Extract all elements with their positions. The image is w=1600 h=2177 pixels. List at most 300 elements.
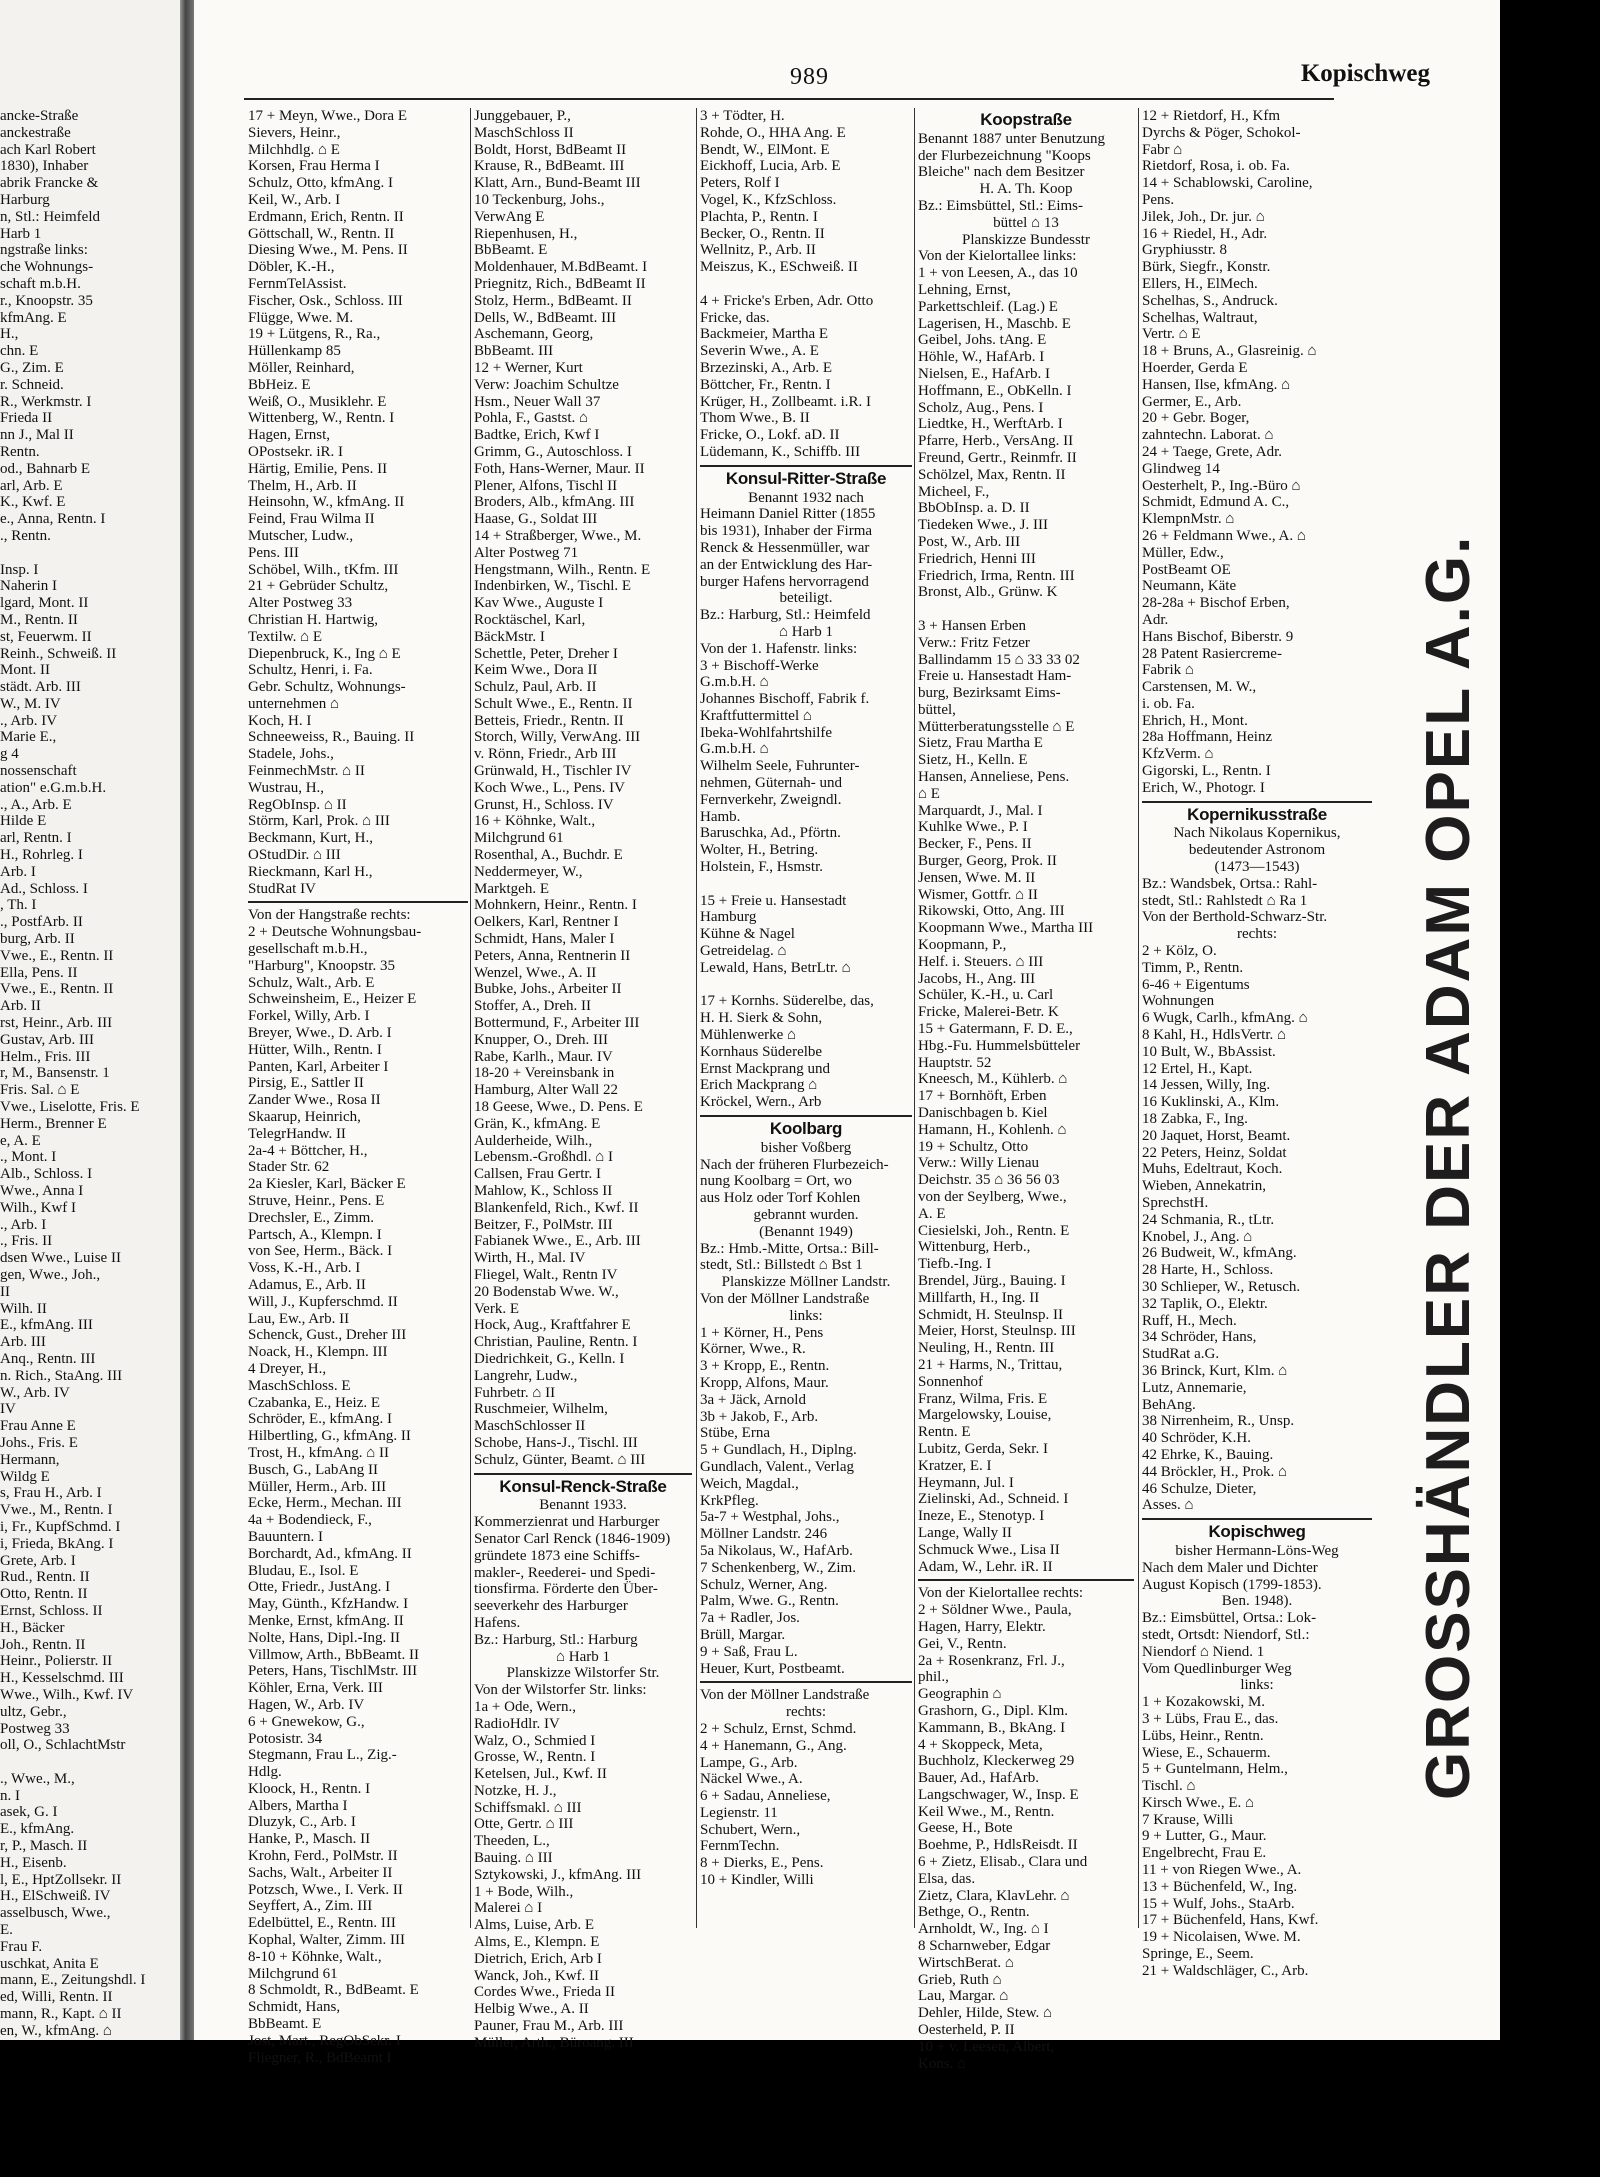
directory-entry: Wieben, Annekatrin, — [1142, 1178, 1266, 1195]
directory-entry: Micheel, F., — [918, 483, 990, 500]
directory-entry: Verw.: Fritz Fetzer — [918, 634, 1030, 651]
directory-entry: Borchardt, Ad., kfmAng. II — [248, 1545, 412, 1562]
directory-entry: nung Koolbarg = Ort, wo — [700, 1173, 852, 1190]
directory-entry: Fischer, Osk., Schloss. III — [248, 292, 403, 309]
directory-entry: 2a-4 + Böttcher, H., — [248, 1142, 368, 1159]
directory-entry: Näckel Wwe., A. — [700, 1771, 803, 1788]
directory-entry: 21 + Waldschläger, C., Arb. — [1142, 1962, 1309, 1979]
directory-entry: 3 + Bischoff-Werke — [700, 657, 819, 674]
directory-entry: Bottermund, F., Arbeiter III — [474, 1015, 640, 1032]
directory-entry: Vom Quedlinburger Weg — [1142, 1660, 1292, 1677]
directory-entry: Schneeweiss, R., Bauing. II — [248, 729, 415, 746]
directory-entry: r, M., Bansenstr. 1 — [0, 1065, 110, 1082]
directory-entry: schaft m.b.H. — [0, 275, 81, 292]
directory-entry: Arb. I — [0, 863, 36, 880]
street-heading: Konsul-Renck-Straße — [499, 1476, 667, 1496]
directory-column-2 — [474, 108, 692, 2051]
directory-entry: Nach der früheren Flurbezeich- — [700, 1156, 889, 1173]
directory-entry: Hilbertling, G., kfmAng. II — [248, 1428, 411, 1445]
directory-entry: 6 + Sadau, Anneliese, — [700, 1788, 831, 1805]
directory-entry: G., Zim. E — [0, 359, 64, 376]
directory-entry: Palm, Wwe. G., Rentn. — [700, 1593, 839, 1610]
directory-entry: FernmTechn. — [700, 1838, 780, 1855]
directory-entry: Vertr. ⌂ E — [1142, 326, 1201, 343]
directory-entry: Höhle, W., HafArb. I — [918, 349, 1045, 366]
directory-entry: Danischbagen b. Kiel — [918, 1105, 1048, 1122]
directory-entry: Jost, Mart., RegObSekr. I — [248, 2032, 401, 2049]
directory-entry: Hagen, Harry, Elektr. — [918, 1618, 1046, 1635]
directory-entry: Ad., Schloss. I — [0, 880, 88, 897]
directory-entry: Wolter, H., Betring. — [700, 842, 819, 859]
directory-entry: od., Bahnarb E — [0, 460, 90, 477]
directory-entry: Geographin ⌂ — [918, 1686, 1002, 1703]
directory-entry: Lagerisen, H., Maschb. E — [918, 315, 1071, 332]
directory-entry: Verk. E — [474, 1300, 519, 1317]
directory-entry: MaschSchlosser II — [474, 1418, 586, 1435]
directory-entry: H., Bäcker — [0, 1619, 65, 1636]
directory-entry: Villmow, Arth., BbBeamt. II — [248, 1646, 420, 1663]
directory-entry: Moldenhauer, M.BdBeamt. I — [474, 259, 648, 276]
directory-entry: Christian H. Hartwig, — [248, 611, 378, 628]
directory-entry: Callsen, Frau Gertr. I — [474, 1166, 602, 1183]
directory-entry: Elsa, das. — [918, 1870, 976, 1887]
directory-entry: Noack, H., Klempn. III — [248, 1344, 388, 1361]
directory-entry: arl, Arb. E — [0, 477, 63, 494]
directory-entry: 4 + Fricke's Erben, Adr. Otto — [700, 292, 874, 309]
directory-entry: Fliegel, Walt., Rentn IV — [474, 1266, 618, 1283]
directory-entry: BbBeamt. E — [474, 242, 548, 259]
directory-entry: Naherin I — [0, 578, 58, 595]
directory-entry: Von der Kielortallee links: — [918, 248, 1077, 265]
directory-entry: 17 + Büchenfeld, Hans, Kwf. — [1142, 1912, 1319, 1929]
directory-entry: 17 + Kornhs. Süderelbe, das, — [700, 993, 874, 1010]
directory-entry: K., Kwf. E — [0, 494, 66, 511]
directory-entry: Gei, V., Rentn. — [918, 1635, 1007, 1652]
directory-column-1 — [248, 108, 468, 2066]
directory-entry: Bz.: Wandsbek, Ortsa.: Rahl- — [1142, 875, 1318, 892]
directory-entry: Helbig Wwe., A. II — [474, 2001, 589, 2018]
directory-entry: 17 + Bornhöft, Erben — [918, 1088, 1047, 1105]
directory-entry: Sachs, Walt., Arbeiter II — [248, 1864, 393, 1881]
directory-entry: Nach dem Maler und Dichter — [1142, 1559, 1318, 1576]
directory-entry: Will, J., Kupferschmd. II — [248, 1293, 398, 1310]
directory-entry: Stadele, Johs., — [248, 746, 334, 763]
directory-entry: 16 + Köhnke, Walt., — [474, 813, 596, 830]
directory-entry: Sietz, Frau Martha E — [918, 735, 1043, 752]
column-divider — [470, 108, 471, 1928]
directory-entry: Edelbüttel, E., Rentn. III — [248, 1915, 396, 1932]
directory-entry: Glindweg 14 — [1142, 460, 1220, 477]
directory-entry: Mutscher, Ludw., — [248, 527, 354, 544]
directory-entry: Wwe., Wilh., Kwf. IV — [0, 1686, 134, 1703]
directory-entry: Asses. ⌂ — [1142, 1497, 1194, 1514]
directory-entry: Marie E., — [0, 729, 57, 746]
directory-entry: Breyer, Wwe., D. Arb. I — [248, 1025, 392, 1042]
directory-entry: E., kfmAng. III — [0, 1317, 93, 1334]
directory-entry: RadioHdlr. IV — [474, 1715, 560, 1732]
directory-entry: Skaarup, Heinrich, — [248, 1109, 361, 1126]
directory-entry: Benannt 1933. — [539, 1497, 627, 1514]
directory-entry: Holstein, F., Hsmstr. — [700, 859, 823, 876]
directory-entry: Wismer, Gottfr. ⌂ II — [918, 886, 1038, 903]
directory-entry: Baruschka, Ad., Pförtn. — [700, 825, 841, 842]
directory-entry: en, W., kfmAng. ⌂ — [0, 2022, 112, 2039]
directory-entry: Hafens. — [474, 1614, 521, 1631]
directory-entry: Planskizze Bundesstr — [962, 231, 1090, 248]
directory-entry: Heuer, Kurt, Postbeamt. — [700, 1660, 845, 1677]
directory-entry: Langrehr, Ludw., — [474, 1367, 578, 1384]
directory-entry: Oelkers, Karl, Rentner I — [474, 914, 619, 931]
directory-entry: Heinsohn, W., kfmAng. II — [248, 494, 405, 511]
directory-entry: Ketelsen, Jul., Kwf. II — [474, 1766, 607, 1783]
directory-entry: Körner, Wwe., R. — [700, 1341, 806, 1358]
directory-entry: Forkel, Willy, Arb. I — [248, 1008, 370, 1025]
page-number: 989 — [790, 64, 829, 90]
directory-entry: Keil Wwe., M., Rentn. — [918, 1803, 1055, 1820]
directory-entry: Fernverkehr, Zweigndl. — [700, 791, 842, 808]
directory-entry: Parkettschleif. (Lag.) E — [918, 298, 1058, 315]
directory-entry: 2 + Söldner Wwe., Paula, — [918, 1602, 1072, 1619]
directory-entry: Textilw. ⌂ E — [248, 628, 323, 645]
directory-entry: Fricke, das. — [700, 309, 770, 326]
directory-entry: Verw.: Willy Lienau — [918, 1155, 1040, 1172]
directory-entry: Hsm., Neuer Wall 37 — [474, 393, 601, 410]
directory-entry: Alb., Schloss. I — [0, 1166, 93, 1183]
directory-entry: 19 + Nicolaisen, Wwe. M. — [1142, 1929, 1301, 1946]
directory-entry: Milchgrund 61 — [474, 830, 564, 847]
directory-entry: Frieda II — [0, 410, 53, 427]
directory-entry: Cordes Wwe., Frieda II — [474, 1984, 615, 2001]
directory-entry: IV — [0, 1401, 16, 1418]
directory-entry: Gundlach, Valent., Verlag — [700, 1458, 854, 1475]
directory-entry: Fliegner, R., BdBeamt I — [248, 2049, 392, 2066]
directory-entry: H. A. Th. Koop — [979, 181, 1073, 198]
directory-entry: Grete, Arb. I — [0, 1552, 76, 1569]
directory-entry: Jilek, Joh., Dr. jur. ⌂ — [1142, 208, 1265, 225]
directory-entry: Struve, Heinr., Pens. E — [248, 1193, 385, 1209]
directory-entry: KfzVerm. ⌂ — [1142, 746, 1214, 763]
directory-entry: (1473—1543) — [1214, 859, 1300, 876]
directory-entry: Lau, Ew., Arb. II — [248, 1310, 350, 1327]
directory-entry: Pfarre, Herb., VersAng. II — [918, 433, 1074, 450]
directory-entry: Von der Kielortallee rechts: — [918, 1585, 1084, 1602]
directory-entry: Schulz, Paul, Arb. II — [474, 679, 597, 696]
directory-entry: Planskizze Wilstorfer Str. — [506, 1665, 660, 1682]
directory-entry: Göttschall, W., Rentn. II — [248, 225, 395, 242]
directory-entry: Anq., Rentn. III — [0, 1350, 96, 1367]
directory-entry: 9 + Saß, Frau L. — [700, 1643, 798, 1660]
directory-entry: Pens. III — [248, 544, 299, 561]
directory-entry: gen, Wwe., Joh., — [0, 1266, 101, 1283]
directory-entry: Sievers, Heinr., — [248, 124, 341, 141]
directory-entry: 10 + v. Leesen, Albert, — [918, 2038, 1055, 2055]
directory-entry: Rentn. E — [918, 1424, 971, 1441]
directory-entry: 4a + Bodendieck, F., — [248, 1512, 372, 1529]
directory-entry: VerwAng E — [474, 208, 545, 225]
directory-entry: Fabianek Wwe., E., Arb. III — [474, 1233, 641, 1250]
directory-entry: bisher Voßberg — [760, 1139, 852, 1156]
directory-entry — [0, 1754, 176, 1771]
directory-entry: 12 + Rietdorf, H., Kfm — [1142, 108, 1281, 124]
directory-entry: Krohn, Ferd., PolMstr. II — [248, 1848, 398, 1865]
directory-entry — [918, 601, 1134, 618]
directory-entry: nossenschaft — [0, 763, 77, 780]
directory-entry: Alter Postweg 33 — [248, 595, 353, 612]
directory-entry: Engelbrecht, Frau E. — [1142, 1845, 1267, 1862]
directory-entry: (Benannt 1949) — [759, 1223, 853, 1240]
directory-entry: Plachta, P., Rentn. I — [700, 208, 818, 225]
directory-entry: Lewald, Hans, BetrLtr. ⌂ — [700, 959, 851, 976]
directory-entry: H. H. Sierk & Sohn, — [700, 1010, 823, 1027]
directory-entry: Gigorski, L., Rentn. I — [1142, 763, 1271, 780]
directory-entry: 10 Teckenburg, Johs., — [474, 191, 605, 208]
directory-entry: Adr. — [1142, 611, 1169, 628]
directory-entry: Boldt, Horst, BdBeamt II — [474, 141, 627, 158]
directory-entry: BäckMstr. I — [474, 628, 545, 645]
running-head: Kopischweg — [1300, 60, 1430, 87]
directory-entry: Vwe., M., Rentn. I — [0, 1502, 113, 1519]
directory-entry: StudRat IV — [248, 880, 316, 897]
directory-entry: Malerei ⌂ I — [474, 1900, 543, 1917]
directory-entry: Theeden, L., — [474, 1833, 550, 1850]
directory-entry: Kratzer, E. I — [918, 1457, 992, 1474]
directory-entry: 1a + Ode, Wern., — [474, 1698, 576, 1715]
directory-entry: Thom Wwe., B. II — [700, 410, 810, 427]
directory-entry: 4 + Skoppeck, Meta, — [918, 1736, 1043, 1753]
directory-entry: 32 Taplik, O., Elektr. — [1142, 1295, 1268, 1312]
directory-entry: 15 + Freie u. Hansestadt — [700, 892, 847, 909]
directory-entry: Fabr ⌂ — [1142, 141, 1183, 158]
directory-entry: Partsch, A., Klempn. I — [248, 1226, 382, 1243]
edge-stamp-text: GROSSHÄNDLER DER ADAM OPEL A.G. — [1414, 534, 1483, 1800]
directory-entry: bis 1931), Inhaber der Firma — [700, 523, 873, 540]
directory-entry: Kirsch Wwe., E. ⌂ — [1142, 1794, 1255, 1811]
column-divider — [696, 108, 697, 1928]
directory-entry: Otto, Rentn. II — [0, 1586, 88, 1603]
directory-entry: 1830), Inhaber — [0, 158, 89, 175]
directory-entry: Hamburg, Alter Wall 22 — [474, 1082, 619, 1099]
directory-entry: 21 + Harms, N., Trittau, — [918, 1356, 1063, 1373]
directory-entry: 24 Schmania, R., tLtr. — [1142, 1211, 1275, 1228]
directory-entry: 38 Nirrenheim, R., Unsp. — [1142, 1413, 1295, 1430]
directory-entry: Feind, Frau Wilma II — [248, 511, 375, 528]
directory-entry: Erich Mackprang ⌂ — [700, 1077, 818, 1094]
directory-entry: 1 + von Leesen, A., das 10 — [918, 265, 1078, 282]
directory-entry: Von der Wilstorfer Str. links: — [474, 1682, 647, 1699]
directory-entry: makler-, Reederei- und Spedi- — [474, 1564, 656, 1581]
directory-entry: phil., — [918, 1669, 949, 1686]
directory-entry: Kammann, B., BkAng. I — [918, 1719, 1066, 1736]
directory-column-4 — [918, 108, 1134, 2072]
directory-entry: ., Arb. IV — [0, 712, 58, 729]
directory-entry: 12 Ertel, H., Kapt. — [1142, 1060, 1253, 1077]
directory-entry: Storch, Willy, VerwAng. III — [474, 729, 641, 746]
directory-entry: Buchholz, Kleckerweg 29 — [918, 1753, 1075, 1770]
directory-entry: 1 + Bode, Wilh., — [474, 1883, 574, 1900]
directory-entry: Erdmann, Erich, Rentn. II — [248, 208, 404, 225]
directory-entry: Senator Carl Renck (1846-1909) — [474, 1530, 671, 1547]
directory-entry: 26 + Feldmann Wwe., A. ⌂ — [1142, 527, 1306, 544]
directory-entry: Pauner, Frau M., Arb. III — [474, 2018, 624, 2035]
directory-entry: Badtke, Erich, Kwf I — [474, 427, 600, 444]
directory-entry: Kommerzienrat und Harburger — [474, 1514, 660, 1531]
directory-entry: Wildg E — [0, 1468, 50, 1485]
directory-entry: Wilh. II — [0, 1300, 47, 1317]
directory-entry: Heimann Daniel Ritter (1855 — [700, 506, 876, 523]
directory-entry: ., Fris. II — [0, 1233, 53, 1250]
directory-entry: nn J., Mal II — [0, 427, 74, 444]
directory-entry: Ruschmeier, Wilhelm, — [474, 1401, 608, 1418]
directory-entry: Marktgeh. E — [474, 880, 549, 897]
directory-entry: lgard, Mont. II — [0, 595, 89, 612]
directory-entry: ancke-Straße — [0, 108, 79, 124]
directory-entry — [700, 276, 912, 293]
directory-entry: mann, E., Zeitungshdl. I — [0, 1972, 146, 1989]
directory-entry: 28 Harte, H., Schloss. — [1142, 1262, 1274, 1279]
directory-entry: Christian, Pauline, Rentn. I — [474, 1334, 638, 1351]
directory-entry: II — [0, 1283, 10, 1300]
directory-entry: Alms, E., Klempn. E — [474, 1934, 600, 1951]
directory-entry: Keim Wwe., Dora II — [474, 662, 598, 679]
directory-entry: Diedrichkeit, G., Kelln. I — [474, 1350, 625, 1367]
directory-entry: Bz.: Eimsbüttel, Ortsa.: Lok- — [1142, 1610, 1317, 1627]
directory-entry: Ellers, H., ElMech. — [1142, 275, 1258, 292]
directory-entry: Neuling, H., Rentn. III — [918, 1340, 1055, 1357]
directory-entry: l, E., HptZollsekr. II — [0, 1871, 122, 1888]
directory-entry: Riepenhusen, H., — [474, 225, 578, 242]
directory-entry: MaschSchloss. E — [248, 1377, 351, 1394]
directory-entry: Hansen, Ilse, kfmAng. ⌂ — [1142, 376, 1291, 393]
directory-entry: Ballindamm 15 ⌂ 33 33 02 — [918, 651, 1080, 668]
directory-entry: Stolz, Herm., BdBeamt. II — [474, 292, 632, 309]
directory-entry: links: — [789, 1307, 823, 1324]
directory-entry: Broders, Alb., kfmAng. III — [474, 494, 635, 511]
directory-entry: Frau F. — [0, 1938, 43, 1955]
directory-entry: Drechsler, E., Zimm. — [248, 1209, 375, 1226]
directory-entry: Ineze, E., Stenotyp. I — [918, 1508, 1045, 1525]
directory-entry: 12 + Werner, Kurt — [474, 359, 583, 376]
directory-entry: tionsfirma. Förderte den Über- — [474, 1581, 658, 1598]
directory-entry: Hauptstr. 52 — [918, 1054, 992, 1071]
directory-entry: zahntechn. Laborat. ⌂ — [1142, 427, 1274, 444]
directory-entry: Aulderheide, Wilh., — [474, 1132, 593, 1149]
directory-entry: Freund, Gertr., Reinmfr. II — [918, 449, 1077, 466]
directory-entry: Vwe., Liselotte, Fris. E — [0, 1099, 140, 1116]
directory-entry: Schröder, E., kfmAng. I — [248, 1411, 392, 1428]
directory-entry: Marquardt, J., Mal. I — [918, 802, 1043, 819]
directory-entry: Rosenthal, A., Buchdr. E — [474, 847, 623, 864]
directory-entry: Hütter, Wilh., Rentn. I — [248, 1041, 382, 1058]
directory-entry: Koopmann, P., — [918, 937, 1007, 954]
directory-entry: Dluzyk, C., Arb. I — [248, 1814, 356, 1831]
directory-entry: H., Rohrleg. I — [0, 847, 83, 864]
directory-entry: Thelm, H., Arb. II — [248, 477, 357, 494]
directory-entry: Schulz, Walt., Arb. E — [248, 974, 375, 991]
directory-entry: asek, G. I — [0, 1804, 58, 1821]
directory-entry: Junggebauer, P., — [474, 108, 571, 124]
directory-entry: Grosse, W., Rentn. I — [474, 1749, 596, 1766]
directory-entry: 8 Scharnweber, Edgar — [918, 1938, 1051, 1955]
directory-entry: Müller, Edw., — [1142, 544, 1224, 561]
directory-entry: Fuhrbetr. ⌂ II — [474, 1384, 556, 1401]
directory-entry: 3 + Hansen Erben — [918, 617, 1027, 634]
directory-entry: Kornhaus Süderelbe — [700, 1043, 823, 1060]
directory-entry: BbObInsp. a. D. II — [918, 500, 1030, 517]
directory-entry: Herm., Brenner E — [0, 1115, 107, 1132]
directory-entry: BbBeamt. III — [474, 343, 554, 360]
directory-entry: Hock, Aug., Kraftfahrer E — [474, 1317, 631, 1334]
directory-entry: Rud., Rentn. II — [0, 1569, 90, 1586]
directory-entry: E. — [0, 1922, 13, 1939]
directory-entry: Hilde E — [0, 813, 47, 830]
directory-entry: 24 + Taege, Grete, Adr. — [1142, 443, 1283, 460]
section-rule — [1142, 801, 1372, 803]
directory-entry: Tiedeken Wwe., J. III — [918, 517, 1048, 534]
directory-entry: 17 + Meyn, Wwe., Dora E — [248, 108, 407, 124]
directory-entry: Bubke, Johs., Arbeiter II — [474, 981, 622, 998]
directory-entry: Kühne & Nagel — [700, 926, 795, 943]
directory-entry: Mahlow, K., Schloss II — [474, 1183, 613, 1199]
directory-entry: Millfarth, H., Ing. II — [918, 1289, 1040, 1306]
directory-entry: Lübs, Heinr., Rentn. — [1142, 1727, 1264, 1744]
directory-entry: 1 + Körner, H., Pens — [700, 1324, 824, 1341]
directory-entry: 15 + Gatermann, F. D. E., — [918, 1021, 1073, 1038]
directory-entry: Lüdemann, K., Schiffb. III — [700, 443, 861, 460]
directory-entry: Benannt 1887 unter Benutzung — [918, 130, 1106, 147]
directory-entry: i, Frieda, BkAng. I — [0, 1535, 114, 1552]
directory-entry: 28a Hoffmann, Heinz — [1142, 729, 1273, 746]
directory-entry: ultz, Gebr., — [0, 1703, 67, 1720]
directory-entry: Vwe., E., Rentn. II — [0, 947, 114, 964]
directory-entry: stedt, Stl.: Rahlstedt ⌂ Ra 1 — [1142, 892, 1308, 909]
directory-entry: "Harburg", Knoopstr. 35 — [248, 957, 395, 974]
directory-entry: Schulz, Günter, Beamt. ⌂ III — [474, 1451, 646, 1468]
directory-entry: 7 Krause, Willi — [1142, 1811, 1234, 1828]
directory-entry: Hermann, — [0, 1451, 60, 1468]
directory-entry: PostBeamt OE — [1142, 561, 1231, 578]
directory-entry: Oesterhelt, P., Ing.-Büro ⌂ — [1142, 477, 1301, 494]
directory-entry: Schenck, Gust., Dreher III — [248, 1327, 407, 1344]
directory-entry: Bronst, Alb., Grünw. K — [918, 584, 1058, 601]
directory-entry: Ecke, Herm., Mechan. III — [248, 1495, 402, 1512]
directory-entry: rechts: — [786, 1704, 826, 1721]
directory-entry: August Kopisch (1799-1853). — [1142, 1576, 1322, 1593]
directory-entry: ., Wwe., M., — [0, 1770, 75, 1787]
directory-entry: Kons. ⌂ — [918, 2055, 967, 2072]
directory-entry: Dietrich, Erich, Arb I — [474, 1950, 602, 1967]
directory-entry: BbBeamt. E — [248, 2016, 322, 2033]
directory-entry: Arb. III — [0, 1334, 46, 1351]
directory-entry: Grieb, Ruth ⌂ — [918, 1971, 1002, 1988]
directory-entry: Rieckmann, Karl H., — [248, 863, 373, 880]
directory-entry: e, A. E — [0, 1132, 41, 1149]
directory-entry: Sonnenhof — [918, 1373, 983, 1390]
directory-entry: Möller, Reinhard, — [248, 359, 355, 376]
directory-entry: Müller, Herm., Arb. III — [248, 1478, 387, 1495]
directory-entry: Carstensen, M. W., — [1142, 679, 1257, 696]
directory-entry: Schmidt, H. Steulnsp. II — [918, 1306, 1063, 1323]
directory-entry: H., Kesselschmd. III — [0, 1670, 124, 1687]
directory-entry: i, Fr., KupfSchmd. I — [0, 1518, 121, 1535]
directory-entry: rst, Heinr., Arb. III — [0, 1015, 113, 1032]
directory-entry: Muhs, Edeltraut, Koch. — [1142, 1161, 1283, 1178]
directory-entry: Walz, O., Schmied I — [474, 1732, 596, 1749]
directory-entry: Störm, Karl, Prok. ⌂ III — [248, 813, 390, 830]
directory-entry: gesellschaft m.b.H., — [248, 941, 368, 958]
directory-entry: r., Knoopstr. 35 — [0, 292, 93, 309]
directory-entry: g 4 — [0, 746, 19, 763]
directory-entry: Voss, K.-H., Arb. I — [248, 1260, 361, 1277]
